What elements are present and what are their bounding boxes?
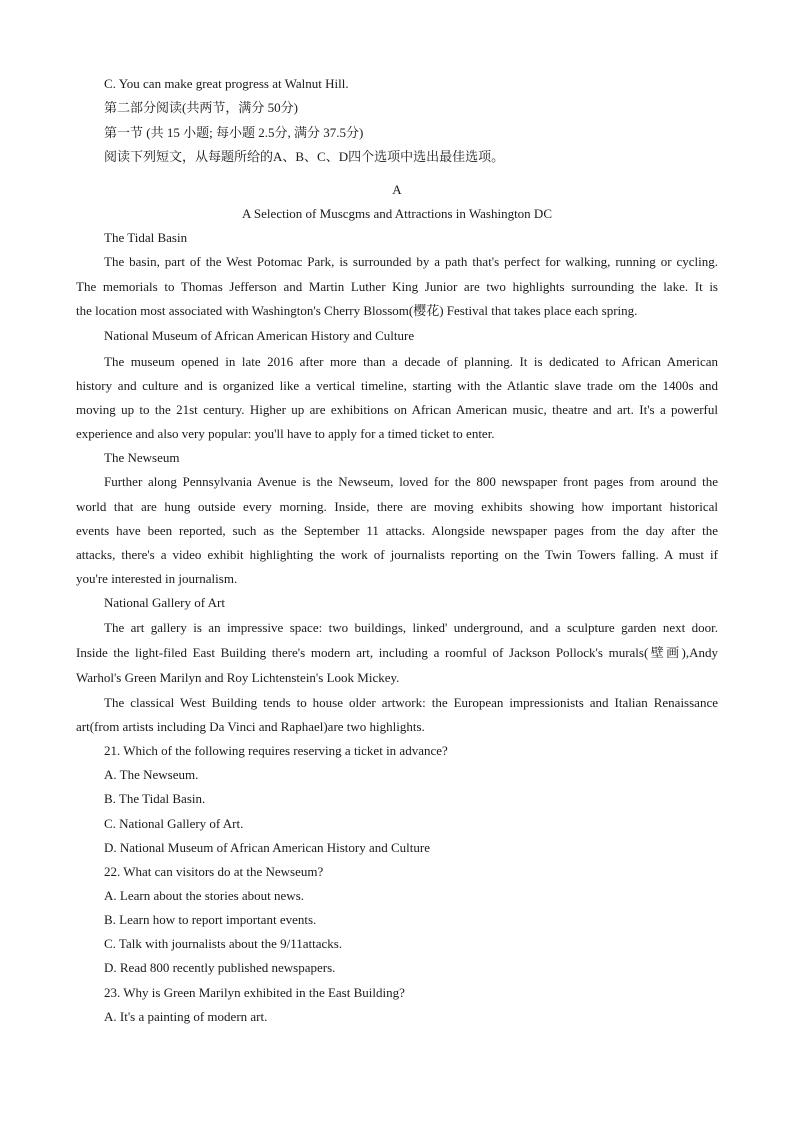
paragraph-line: history and culture and is organized like a vertical timeline, starting with the Atlantic slave trade om the 1400s and [76,378,718,393]
paragraph-line: The memorials to Thomas Jefferson and Martin Luther King Junior are two highlights surrounding the lake. It is [76,279,718,294]
paragraph-line: experience and also very popular: you'll have to apply for a timed ticket to enter. [76,426,495,441]
paragraph-line: moving up to the 21st century. Higher up are exhibitions on African American music, theatre and art. It's a powerful [76,402,718,417]
answer-option: A. The Newseum. [104,767,199,782]
answer-option: C. Talk with journalists about the 9/11attacks. [104,936,343,951]
section-heading: National Gallery of Art [104,595,225,610]
section-heading: The Tidal Basin [104,230,188,245]
section-heading: The Newseum [104,450,180,465]
paragraph-line: art(from artists including Da Vinci and Raphael)are two highlights. [76,719,425,734]
section-heading: National Museum of African American History and Culture [104,328,415,343]
passage-letter: A [392,182,402,197]
answer-option: B. Learn how to report important events. [104,912,317,927]
paragraph-line: The museum opened in late 2016 after more than a decade of planning. It is dedicated to African American [104,354,718,369]
paragraph-line: world that are hung outside every morning. Inside, there are moving exhibits showing how important historical [76,499,718,514]
answer-option: A. Learn about the stories about news. [104,888,305,903]
instructions: 阅读下列短文，从每题所给的A、B、C、D四个选项中选出最佳选项。 [104,149,505,164]
question-stem: 22. What can visitors do at the Newseum? [104,864,324,879]
question-stem: 23. Why is Green Marilyn exhibited in the East Building? [104,985,405,1000]
paragraph-line: Inside the light-filed East Building there's modern art, including a roomful of Jackson Pollock's murals(壁画),Andy [76,645,718,660]
part2-heading: 第二部分阅读(共两节，满分 50分) [104,100,298,115]
paragraph-line: The art gallery is an impressive space: two buildings, linked' underground, and a sculpture garden next door. [104,620,718,635]
answer-option: B. The Tidal Basin. [104,791,206,806]
paragraph-line: the location most associated with Washington's Cherry Blossom(樱花) Festival that takes place each spring. [76,303,638,318]
section1-heading: 第一节 (共 15 小题; 每小题 2.5分, 满分 37.5分) [104,125,364,140]
answer-option: C. National Gallery of Art. [104,816,244,831]
previous-option-c: C. You can make great progress at Walnut Hill. [104,76,349,91]
answer-option: D. Read 800 recently published newspapers. [104,960,336,975]
paragraph-line: The classical West Building tends to house older artwork: the European impressionists and Italian Renaissance [104,695,718,710]
paragraph-line: events have been reported, such as the September 11 attacks. Alongside newspaper pages from the day after the [76,523,718,538]
paragraph-line: attacks, there's a video exhibit highlighting the work of journalists reporting on the Twin Towers falling. A must if [76,547,718,562]
paragraph-line: The basin, part of the West Potomac Park, is surrounded by a path that's perfect for walking, running or cycling. [104,254,718,269]
answer-option: D. National Museum of African American History and Culture [104,840,431,855]
passage-title: A Selection of Muscgms and Attractions in Washington DC [242,206,552,221]
question-stem: 21. Which of the following requires reserving a ticket in advance? [104,743,448,758]
paragraph-line: Further along Pennsylvania Avenue is the Newseum, loved for the 800 newspaper front pages from around the [104,474,718,489]
paragraph-line: Warhol's Green Marilyn and Roy Lichtenstein's Look Mickey. [76,670,400,685]
paragraph-line: you're interested in journalism. [76,571,238,586]
answer-option: A. It's a painting of modern art. [104,1009,268,1024]
